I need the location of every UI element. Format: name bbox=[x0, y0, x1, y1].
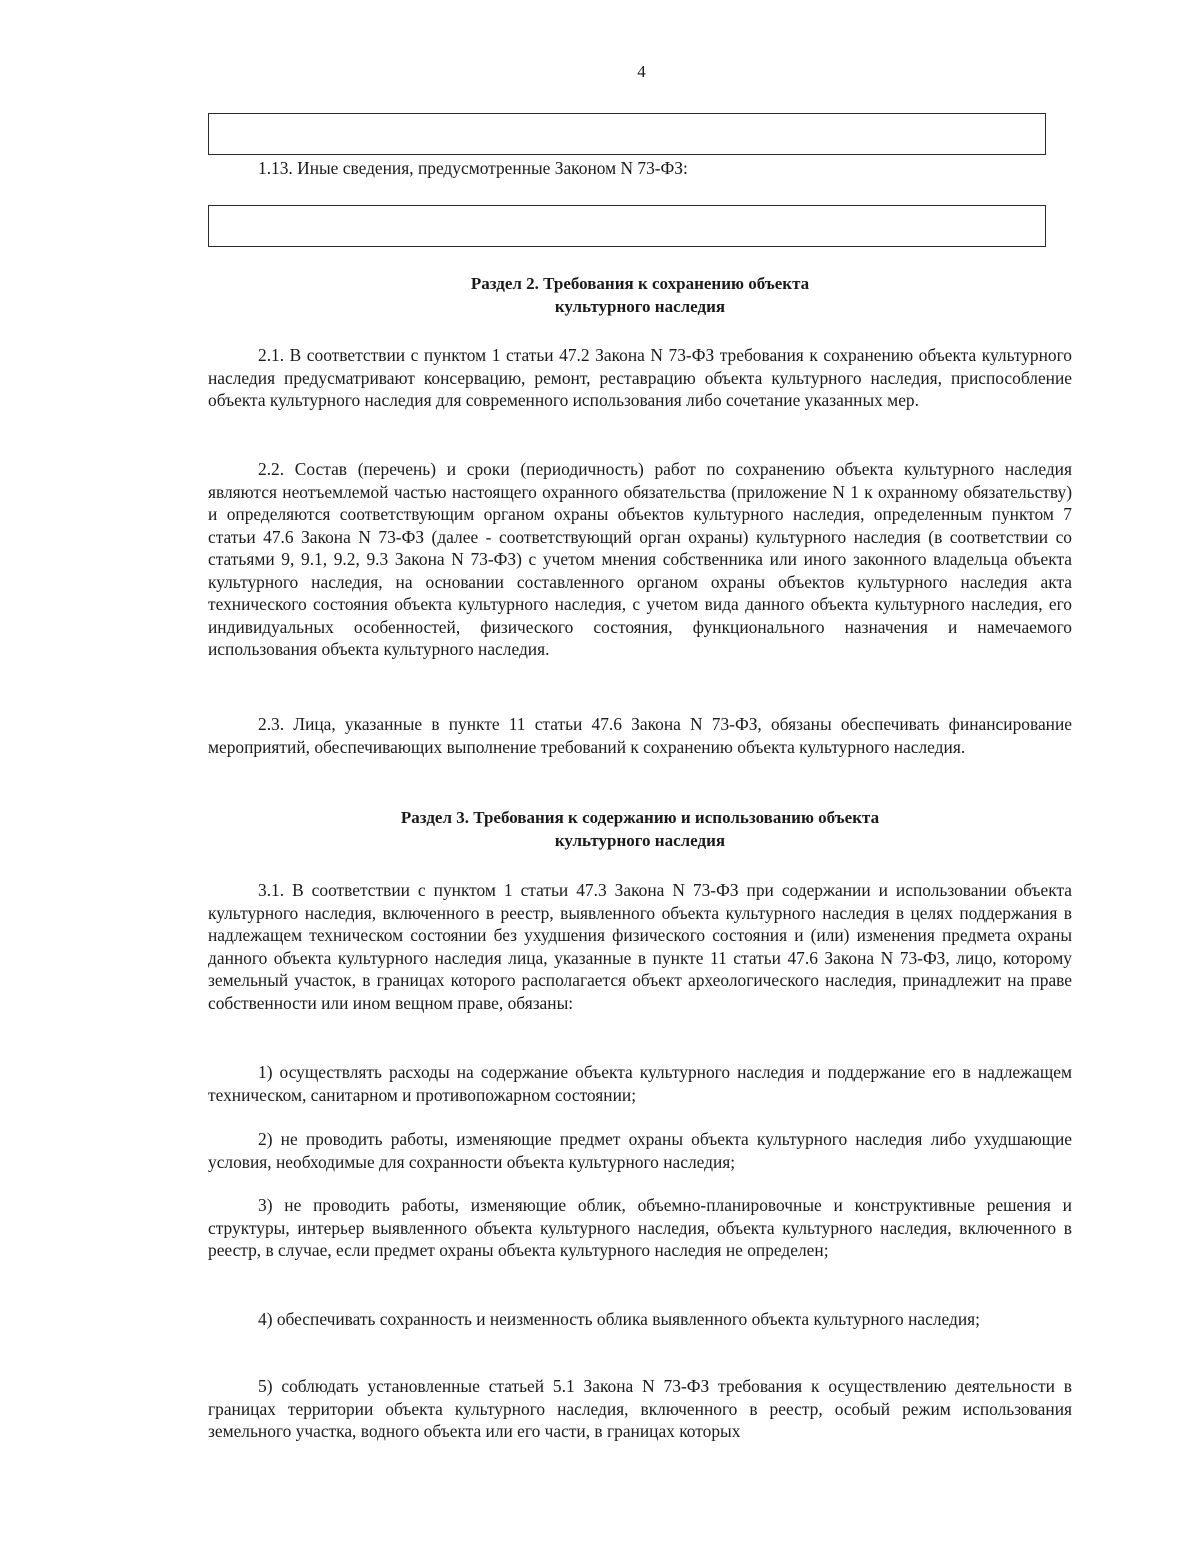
paragraph-2-3: 2.3. Лица, указанные в пункте 11 статьи 47.6 Закона N 73-ФЗ, обязаны обеспечивать финансирование мероприятий, обеспечивающих выполнение требований к сохранению объекта культурного наследия. bbox=[208, 714, 1072, 757]
list-item: 5) соблюдать установленные статьей 5.1 Закона N 73-ФЗ требования к осуществлению деятельности в границах территории объекта культурного наследия, включенного в реестр, особый режим использования земельного участка, водного объекта или его части, в границах которых bbox=[208, 1376, 1072, 1441]
list-item: 3) не проводить работы, изменяющие облик, объемно-планировочные и конструктивные решения и структуры, интерьер выявленного объекта культурного наследия, объекта культурного наследия, включенного в реестр, в случае, если предмет охраны объекта культурного наследия не определен; bbox=[208, 1195, 1072, 1260]
field-1-13-label: 1.13. Иные сведения, предусмотренные Законом N 73-ФЗ: bbox=[258, 158, 688, 178]
previous-field-box bbox=[208, 113, 1046, 155]
list-item: 2) не проводить работы, изменяющие предмет охраны объекта культурного наследия либо ухудшающие условия, необходимые для сохранности объекта культурного наследия; bbox=[208, 1129, 1072, 1172]
section-3-title-line-2: культурного наследия bbox=[554, 831, 726, 850]
list-item: 4) обеспечивать сохранность и неизменность облика выявленного объекта культурного наследия; bbox=[258, 1309, 980, 1329]
field-1-13-box bbox=[208, 205, 1046, 247]
section-2-title-line-2: культурного наследия bbox=[554, 297, 726, 316]
section-2-title-line-1: Раздел 2. Требования к сохранению объекта bbox=[470, 274, 810, 293]
paragraph-2-2: 2.2. Состав (перечень) и сроки (периодичность) работ по сохранению объекта культурного наследия являются неотъемлемой частью настоящего охранного обязательства (приложение N 1 к охранному обязательству) и определяются соответствующим органом охраны объектов культурного наследия, определенным пунктом 7 статьи 47.6 Закона N 73-ФЗ (далее - соответствующий орган охраны) культурного наследия (в соответствии со статьями 9, 9.1, 9.2, 9.3 Закона N 73-ФЗ) с учетом мнения собственника или иного законного владельца объекта культурного наследия, на основании составленного органом охраны объектов культурного наследия акта технического состояния объекта культурного наследия, с учетом вида данного объекта культурного наследия, его индивидуальных особенностей, физического состояния, функционального назначения и намечаемого использования объекта культурного наследия. bbox=[208, 459, 1072, 659]
section-2-heading bbox=[208, 272, 1072, 318]
list-item: 1) осуществлять расходы на содержание объекта культурного наследия и поддержание его в надлежащем техническом, санитарном и противопожарном состоянии; bbox=[208, 1062, 1072, 1105]
section-3-heading bbox=[208, 806, 1072, 852]
page-number: 4 bbox=[637, 62, 646, 81]
paragraph-3-1: 3.1. В соответствии с пунктом 1 статьи 47.3 Закона N 73-ФЗ при содержании и использовании объекта культурного наследия, включенного в реестр, выявленного объекта культурного наследия в целях поддержания в надлежащем техническом состоянии без ухудшения физического состояния и (или) изменения предмета охраны данного объекта культурного наследия лица, указанные в пункте 11 статьи 47.6 Закона N 73-ФЗ, лицо, которому земельный участок, в границах которого располагается объект археологического наследия, принадлежит на праве собственности или ином вещном праве, обязаны: bbox=[208, 880, 1072, 1013]
paragraph-2-1: 2.1. В соответствии с пунктом 1 статьи 47.2 Закона N 73-ФЗ требования к сохранению объекта культурного наследия предусматривают консервацию, ремонт, реставрацию объекта культурного наследия, приспособление объекта культурного наследия для современного использования либо сочетание указанных мер. bbox=[208, 345, 1072, 410]
section-3-title-line-1: Раздел 3. Требования к содержанию и использованию объекта bbox=[400, 808, 880, 827]
